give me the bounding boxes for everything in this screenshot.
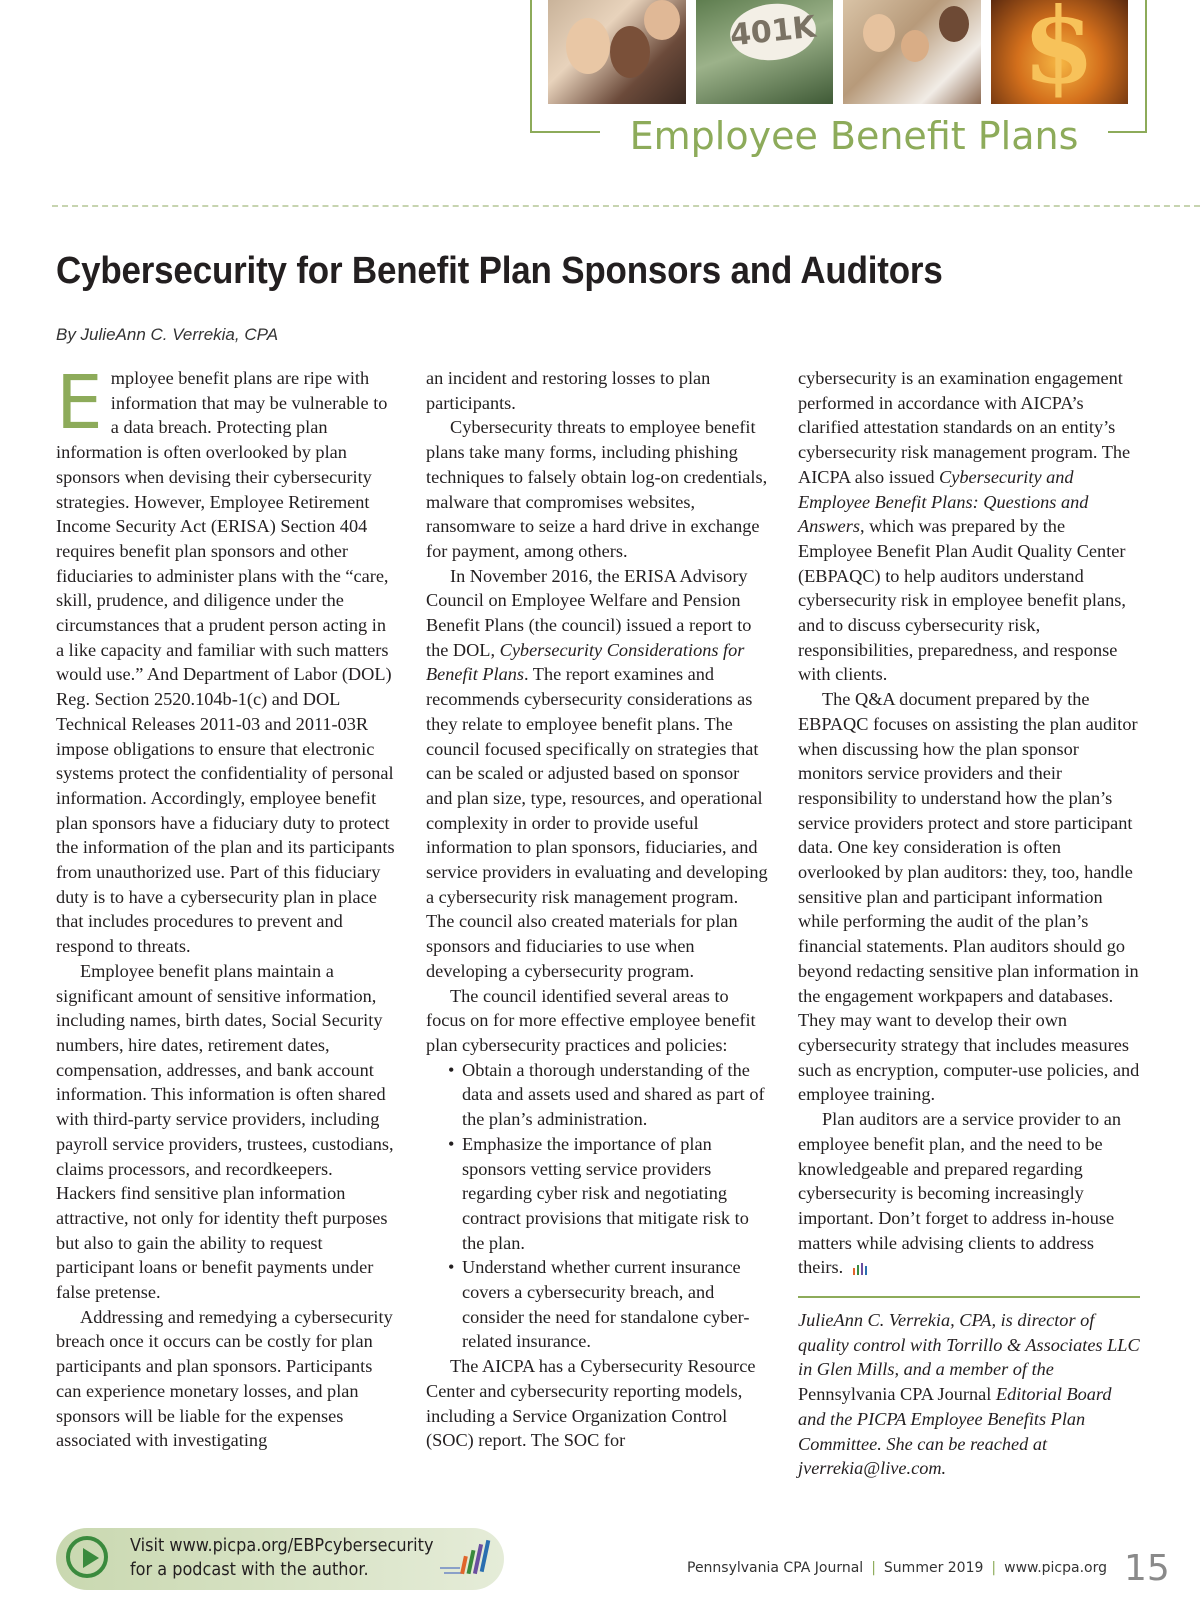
paragraph [798, 366, 1140, 687]
face-shape [863, 14, 895, 52]
section-title: Employee Benefit Plans [600, 112, 1108, 160]
dashed-divider [52, 205, 1200, 207]
picpa-logo-icon [438, 1538, 494, 1582]
paragraph: The AICPA has a Cybersecurity Resource Center and cybersecurity reporting models, including a Service Organization Control (SOC) report. The SOC for [426, 1356, 756, 1451]
bullet-icon: • [448, 1257, 455, 1278]
paragraph [56, 360, 396, 959]
list-item [448, 1132, 768, 1256]
report-title: Cybersecurity Considerations for Benefit Plans [426, 639, 745, 685]
paragraph: The council identified several areas to focus on for more effective employee benefit plan cybersecurity practices and policies: [426, 985, 756, 1055]
list-item-text: Emphasize the importance of plan sponsors vetting service providers regarding cyber risk and negotiating contract provisions that mitigate risk to the plan. [462, 1133, 749, 1253]
article-title: Cybersecurity for Benefit Plan Sponsors and Auditors [56, 250, 943, 292]
publication-title: Cybersecurity and Employee Benefit Plans: Questions and Answers [798, 466, 1089, 537]
face-shape [566, 18, 610, 74]
footer-info [687, 1560, 1107, 1576]
podcast-banner[interactable] [56, 1528, 504, 1590]
list-item-text: Understand whether current insurance covers a cybersecurity breach, and consider the need for standalone cyber-related insurance. [462, 1257, 750, 1352]
paragraph-text: Plan auditors are a service provider to an employee benefit plan, and the need to be knowledgeable and prepared regarding cybersecurity is becoming increasingly important. Don’t forget to address in-house matters while advising clients to address theirs. [798, 1109, 1121, 1278]
play-icon[interactable] [66, 1536, 108, 1578]
column-2 [426, 366, 768, 1453]
footer-journal: Pennsylvania CPA Journal [687, 1560, 864, 1576]
list-item [448, 1058, 768, 1132]
paragraph: Cybersecurity threats to employee benefit plans take many forms, including phishing techniques to falsely obtain log-on credentials, malware that compromises websites, ransomware to seize a hard drive in exchange for payment, among others. [426, 417, 768, 561]
face-shape [939, 6, 969, 42]
podcast-text [130, 1534, 433, 1582]
podcast-link[interactable]: Visit www.picpa.org/EBPcybersecurity [130, 1536, 434, 1556]
paragraph-text: In November 2016, the ERISA Advisory Council on Employee Welfare and Pension Benefit Plans (the council) issued a report to the DOL, [426, 565, 752, 660]
photo-dollar-sign [991, 0, 1129, 104]
footer-separator: | [991, 1560, 997, 1576]
bio-text: JulieAnn C. Verrekia, CPA, is director of quality control with Torrillo & Associates LLC in Glen Mills, and a member of the [798, 1310, 1140, 1380]
end-mark-icon [851, 1262, 869, 1276]
paragraph: an incident and restoring losses to plan participants. [426, 368, 711, 413]
drop-cap: E [56, 360, 103, 446]
paragraph-text: mployee benefit plans are ripe with information that may be vulnerable to a data breach. Protecting plan information is often overlooked by plan sponsors when devising their cybersecurity strategies. However, Employee Retirement Income Security Act (ERISA) Section 404 requires benefit plan sponsors and other fiduciaries to administer plans with the “care, skill, prudence, and diligence under the circumstances that a prudent person acting in a like capacity and familiar with such matters would use.” And Department of Labor (DOL) Reg. Section 2520.104b-1(c) and DOL Technical Releases 2011-03 and 2011-03R impose obligations to ensure that electronic systems protect the confidentiality of personal information. Accordingly, employee benefit plan sponsors have a fiduciary duty to protect the information of the plan and its participants from unauthorized use. Part of this fiduciary duty is to have a cybersecurity plan in place that includes procedures to prevent and respond to threats. [56, 368, 395, 957]
footer-separator: | [871, 1560, 876, 1576]
401k-egg: 401K [727, 0, 818, 64]
face-shape [901, 30, 929, 62]
bio-text: Editorial Board and the PICPA Employee Benefits Plan Committee. She can be reached at jverrekia@live.com. [798, 1384, 1112, 1479]
face-shape [610, 26, 650, 78]
page-number: 15 [1124, 1548, 1170, 1589]
header-photo-strip [548, 0, 1128, 104]
bullet-icon: • [448, 1059, 455, 1080]
paragraph [426, 564, 768, 984]
column-3 [798, 366, 1140, 1481]
paragraph: The Q&A document prepared by the EBPAQC focuses on assisting the plan auditor when discussing how the plan sponsor monitors service providers and their responsibility to understand how the plan’s service providers protect and store participant data. One key consideration is often overlooked by plan auditors: they, too, handle sensitive plan and participant information while performing the audit of the plan’s financial statements. Plan auditors should go beyond redacting sensitive plan information in the engagement workpapers and databases. They may want to develop their own cybersecurity strategy that includes measures such as encryption, computer-use policies, and employee training. [798, 689, 1140, 1105]
bullet-icon: • [448, 1133, 455, 1154]
paragraph: Employee benefit plans maintain a significant amount of sensitive information, including names, birth dates, Social Security numbers, hire dates, retirement dates, compensation, addresses, and bank account information. This information is often shared with third-party service providers, including payroll service providers, trustees, custodians, claims processors, and recordkeepers. Hackers find sensitive plan information attractive, not only for identity theft purposes but also to gain the ability to request participant loans or benefit payments under false pretense. [56, 960, 394, 1303]
photo-401k-egg [696, 0, 834, 104]
paragraph: Addressing and remedying a cybersecurity breach once it occurs can be costly for plan participants and plan sponsors. Participants can experience monetary losses, and plan sponsors will be liable for the expenses associated with investigating [56, 1306, 393, 1451]
column-1 [56, 360, 396, 1453]
paragraph-text: . The report examines and recommends cybersecurity considerations as they relate to employee benefit plans. The council focused specifically on strategies that can be scaled or adjusted based on sponsor and plan size, type, resources, and operational complexity in order to provide useful information to plan sponsors, fiduciaries, and service providers in evaluating and developing a cybersecurity risk management program. The council also created materials for plan sponsors and fiduciaries to use when developing a cybersecurity program. [426, 664, 768, 981]
byline: By JulieAnn C. Verrekia, CPA [56, 325, 279, 344]
focus-areas-list [426, 1058, 768, 1354]
play-triangle [83, 1548, 99, 1568]
author-bio [798, 1308, 1140, 1481]
bio-divider [798, 1296, 1140, 1298]
footer-issue: Summer 2019 [883, 1560, 984, 1576]
podcast-caption: for a podcast with the author. [130, 1560, 369, 1580]
dollar-icon: $ [1022, 0, 1095, 104]
journal-name: Pennsylvania CPA Journal [798, 1384, 992, 1405]
list-item-text: Obtain a thorough understanding of the data and assets used and shared as part of the plan’s administration. [462, 1059, 765, 1130]
list-item [448, 1255, 768, 1354]
face-shape [644, 0, 680, 40]
paragraph [798, 1107, 1140, 1280]
paragraph-text: cybersecurity is an examination engagement performed in accordance with AICPA’s clarified attestation standards on an entity’s cybersecurity risk management program. The AICPA also issued [798, 368, 1131, 487]
footer-website[interactable]: www.picpa.org [1004, 1560, 1107, 1576]
paragraph-text: , which was prepared by the Employee Benefit Plan Audit Quality Center (EBPAQC) to help auditors understand cybersecurity risk in employee benefit plans, and to discuss cybersecurity risk, responsibilities, preparedness, and response with clients. [798, 516, 1126, 685]
photo-smiling-employees [548, 0, 686, 104]
photo-family-doctor [843, 0, 981, 104]
